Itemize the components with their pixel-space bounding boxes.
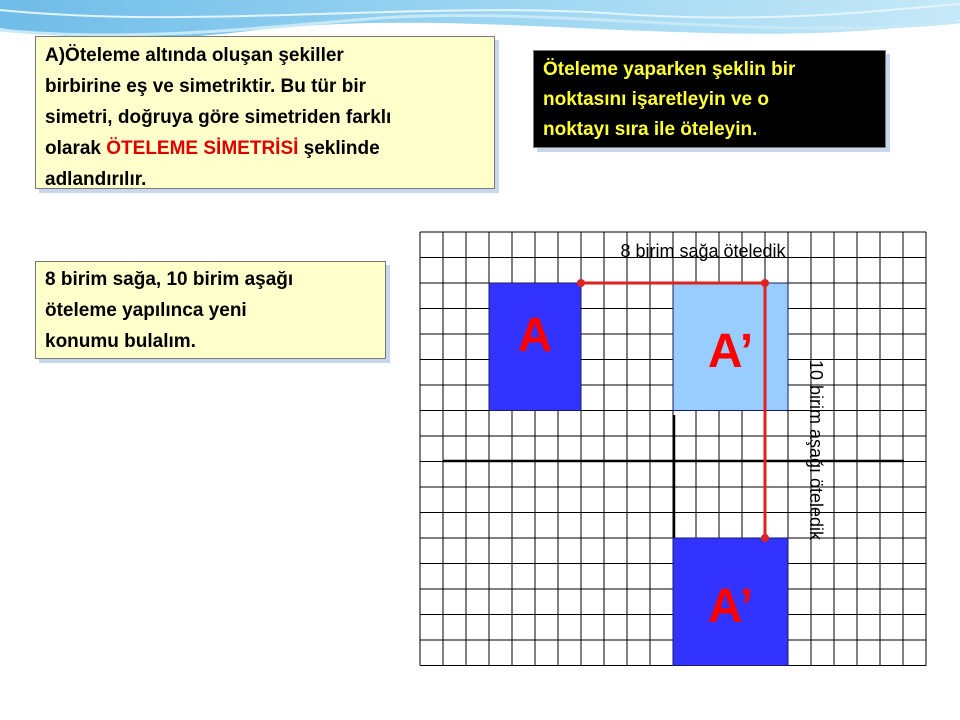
task-line: öteleme yapılınca yeni	[45, 300, 247, 321]
task-line: 8 birim sağa, 10 birim aşağı	[45, 269, 294, 290]
shape-a-prime-label: A’	[707, 325, 754, 378]
task-line: konumu bulalım.	[45, 331, 196, 352]
tip-line: noktasını işaretleyin ve o	[543, 89, 769, 110]
definition-line: simetri, doğruya göre simetriden farklı	[45, 107, 392, 128]
shape-a-prime-final-label: A’	[707, 580, 754, 633]
tip-line: Öteleme yaparken şeklin bir	[543, 59, 796, 80]
start-point	[577, 279, 585, 287]
definition-line: adlandırılır.	[45, 169, 147, 190]
end-point	[761, 534, 769, 542]
definition-text: şeklinde	[298, 138, 380, 159]
shape-a-label: A	[517, 309, 553, 362]
definition-text: olarak	[45, 138, 107, 159]
tip-line: noktayı sıra ile öteleyin.	[543, 119, 758, 140]
move-right-label: 8 birim sağa öteledik	[620, 241, 786, 261]
definition-line: A)Öteleme altında oluşan şekiller	[45, 45, 344, 66]
move-down-label: 10 birim aşağı öteledik	[806, 359, 826, 541]
definition-highlight: ÖTELEME SİMETRİSİ	[106, 138, 299, 159]
corner-point	[761, 279, 769, 287]
definition-line: birbirine eş ve simetriktir. Bu tür bir	[45, 76, 366, 97]
